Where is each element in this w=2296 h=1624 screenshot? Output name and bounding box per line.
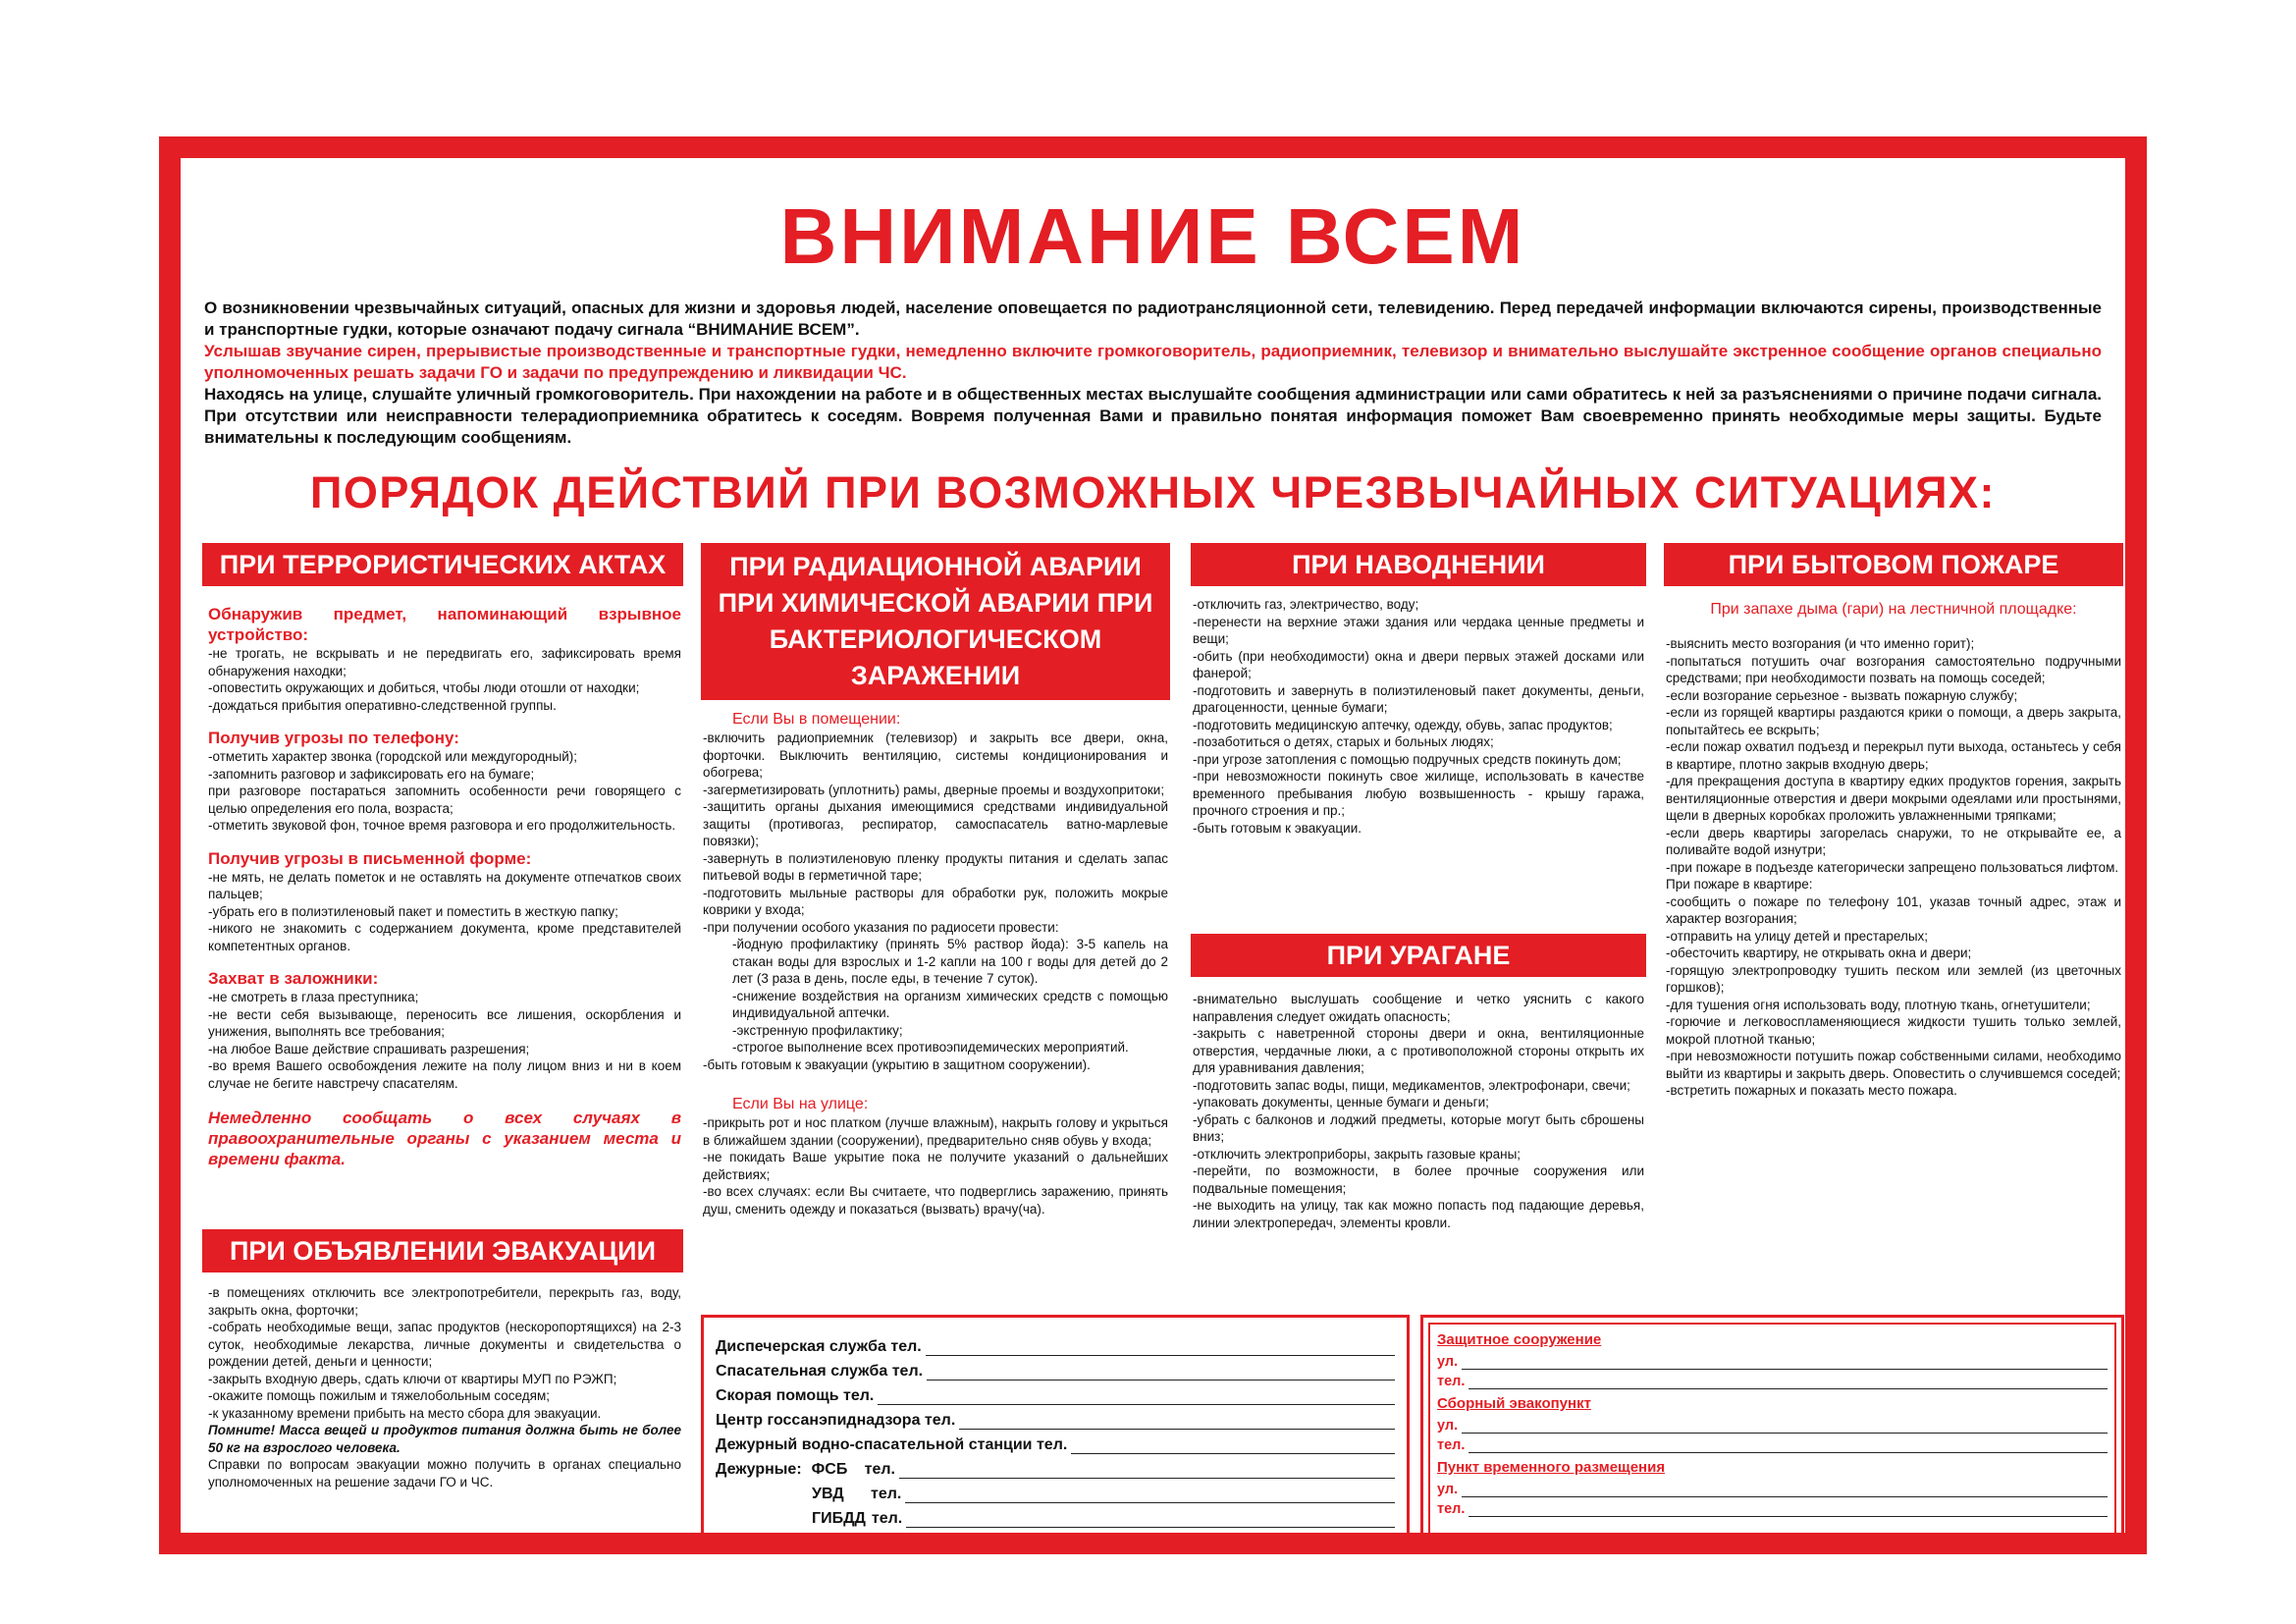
poster-title: ВНИМАНИЕ ВСЕМ [779, 192, 1526, 280]
radiation-header: ПРИ РАДИАЦИОННОЙ АВАРИИ ПРИ ХИМИЧЕСКОЙ АВАРИИ ПРИ БАКТЕРИОЛОГИЧЕСКОМ ЗАРАЖЕНИИ [701, 543, 1170, 700]
place-line: ул. [1437, 1350, 2108, 1370]
intro-paragraph-1: О возникновении чрезвычайных ситуаций, опасных для жизни и здоровья людей, население оповещается по радиотрансляционной сети, телевидению. Перед передачей информации включаются сирены, производственные и транспортные гудки, которые означают подачу сигнала “ВНИМАНИЕ ВСЕМ”. [204, 298, 2102, 339]
radiation-item: -снижение воздействия на организм химических средств с помощью индивидуальной аптечки. [732, 988, 1168, 1020]
section-subtitle: ПОРЯДОК ДЕЙСТВИЙ ПРИ ВОЗМОЖНЫХ ЧРЕЗВЫЧАЙНЫХ СИТУАЦИЯХ: [310, 467, 1996, 517]
radiation-column [701, 543, 1170, 1218]
phone-row: Скорая помощь тел. [716, 1380, 1395, 1405]
fire-header: ПРИ БЫТОВОМ ПОЖАРЕ [1664, 543, 2123, 586]
phone-row: ГИБДД тел. [716, 1503, 1395, 1528]
place-label: Сборный эвакопункт [1437, 1395, 1591, 1412]
fill-line[interactable] [878, 1388, 1395, 1405]
radiation-indoor-title: Если Вы в помещении: [732, 711, 901, 728]
place-line: ул. [1437, 1478, 2108, 1497]
fire-apartment-text: -сообщить о пожаре по телефону 101, указав точный адрес, этаж и характер возгорания; -отправить на улицу детей и престарелых; -обесточить квартиру, не открывать окна и двери; -горящую электропроводку тушить песком или землей (из цветочных горшков); -для тушения огня использовать воду, плотную ткань, огнетушители; -горючие и легковоспламеняющиеся жидкости тушить только землей, мокрой плотной тканью; -при невозможности потушить пожар собственными силами, необходимо выйти из квартиры и закрыть дверь. Оповестить о случившемся соседей; -встретить пожарных и показать место пожара. [1666, 893, 2121, 1098]
fill-line[interactable] [959, 1413, 1395, 1430]
poster-frame [159, 136, 2147, 1554]
fill-line[interactable] [905, 1487, 1395, 1503]
fill-line[interactable] [906, 1511, 1395, 1528]
phone-box [701, 1315, 1410, 1550]
hurricane-header: ПРИ УРАГАНЕ [1191, 934, 1646, 977]
evacuation-header: ПРИ ОБЪЯВЛЕНИИ ЭВАКУАЦИИ [202, 1229, 683, 1272]
fill-line[interactable] [1468, 1438, 2108, 1453]
evacuation-text: -в помещениях отключить все электропотребители, перекрыть газ, воду, закрыть окна, форточки; -собрать необходимые вещи, запас продуктов (нескоропортящихся) на 2-3 суток, необходимые лекарства, личные документы и свидетельства о рождении детей, деньги и ценности; -закрыть входную дверь, сдать ключи от квартиры МУП по РЭЖП; -окажите помощь пожилым и тяжелобольным соседям; -к указанному времени прибыть на место сбора для эвакуации. [208, 1285, 681, 1421]
intro-paragraph-2: Услышав звучание сирен, прерывистые производственные и транспортные гудки, немедленно включите громкоговоритель, радиоприемник, телевизор и внимательно выслушайте экстренное сообщение органов специально уполномоченных решать задачи ГО и задачи по предупреждению и ликвидации ЧС. [204, 342, 2102, 382]
radiation-outdoor-title: Если Вы на улице: [732, 1096, 869, 1112]
terror-section-title: Получив угрозы по телефону: [208, 729, 459, 747]
radiation-item: -йодную профилактику (принять 5% раствор йода): 3-5 капель на стакан воды для взрослых и 1-2 капли на 100 г воды для детей до 2 лет (3 раза в день, после еды, в течение 7 суток). [732, 937, 1168, 986]
phone-row: Дежурные: ФСБ тел. [716, 1454, 1395, 1479]
radiation-item: -экстренную профилактику; [732, 1022, 903, 1038]
terror-section-text: -не мять, не делать пометок и не оставлять на документе отпечатков своих пальцев; -убрать его в полиэтиленовый пакет и поместить в жесткую папку; -никого не знакомить с содержанием документа, кроме представителей компетентных органов. [208, 869, 681, 953]
radiation-item: -строгое выполнение всех противоэпидемических мероприятий. [732, 1040, 1129, 1055]
terror-section-title: Захват в заложники: [208, 969, 379, 988]
phone-row: УВД тел. [716, 1479, 1395, 1503]
intro-paragraph-3: Находясь на улице, слушайте уличный громкоговоритель. При нахождении на работе и в общественных местах выслушайте сообщения администрации или сами обратитесь к ней за разъяснениями о причине подачи сигнала. При отсутствии или неисправности телерадиоприемника обратитесь к соседям. Вовремя полученная Вами и правильно понятая информация поможет Вам своевременно принять необходимые меры защиты. Будьте внимательны к последующим сообщениям. [204, 385, 2102, 447]
phone-row: Дежурный водно-спасательной станции тел. [716, 1430, 1395, 1454]
terror-section-text: -не трогать, не вскрывать и не передвигать его, зафиксировать время обнаружения находки; -оповестить окружающих и добиться, чтобы люди отошли от находки; -дождаться прибытия оперативно-следственной группы. [208, 646, 681, 713]
terror-column [202, 543, 683, 1169]
fill-line[interactable] [926, 1339, 1395, 1356]
fill-line[interactable] [1462, 1355, 2108, 1370]
place-line: ул. [1437, 1414, 2108, 1434]
fire-smoke-text: -выяснить место возгорания (и что именно горит); -попытаться потушить очаг возгорания самостоятельно подручными средствами; при необходимости позвать на помощь соседей; -если возгорание серьезное - вызвать пожарную службу; -если из горящей квартиры раздаются крики о помощи, а дверь закрыта, попытайтесь ее вскрыть; -если пожар охватил подъезд и перекрыл пути выхода, останьтесь у себя в квартире, плотно закрыв входную дверь; -для прекращения доступа в квартиру едких продуктов горения, закрыть вентиляционные отверстия и двери мокрыми одеялами или простынями, щели в дверных коробках проложить увлажненными тряпками; -если дверь квартиры загорелась снаружи, то не открывайте ее, а поливайте водой изнутри; -при пожаре в подъезде категорически запрещено пользоваться лифтом. [1666, 636, 2121, 875]
radiation-item: -быть готовым к эвакуации (укрытию в защитном сооружении). [703, 1056, 1091, 1072]
hurricane-column [1191, 934, 1646, 1231]
places-box [1420, 1315, 2124, 1550]
evacuation-tail: Справки по вопросам эвакуации можно получить в органах специально уполномоченных на решение задачи ГО и ЧС. [208, 1457, 681, 1489]
fill-line[interactable] [1462, 1483, 2108, 1497]
radiation-indoor-text: -включить радиоприемник (телевизор) и закрыть все двери, окна, форточки. Выключить вентиляцию, системы кондиционирования и обогрева; -загерметизировать (уплотнить) рамы, дверные проемы и воздухопритоки; -защитить органы дыхания имеющимися средствами индивидуальной защиты (противогаз, респиратор, самоспасатель ватно-марлевые повязки); -завернуть в полиэтиленовую пленку продукты питания и сделать запас питьевой воды в герметичной таре; -подготовить мыльные растворы для обработки рук, положить мокрые коврики у входа; -при получении особого указания по радиосети провести: [703, 731, 1168, 935]
fill-line[interactable] [1468, 1502, 2108, 1517]
flood-column [1191, 543, 1646, 837]
terror-section-title: Получив угрозы в письменной форме: [208, 848, 532, 868]
phone-row: Центр госсанэпиднадзора тел. [716, 1405, 1395, 1430]
fill-line[interactable] [1468, 1375, 2108, 1389]
place-line: тел. [1437, 1497, 2108, 1517]
fire-smoke-title: При запахе дыма (гари) на лестничной площадке: [1710, 601, 2077, 618]
flood-text: -отключить газ, электричество, воду; -перенести на верхние этажи здания или чердака ценные предметы и вещи; -обить (при необходимости) окна и двери первых этажей досками или фанерой; -подготовить и завернуть в полиэтиленовый пакет документы, деньги, драгоценности, ценные бумаги; -подготовить медицинскую аптечку, одежду, обувь, запас продуктов; -позаботиться о детях, старых и больных людях; -при угрозе затопления с помощью подручных средств покинуть дом; -при невозможности покинуть свое жилище, использовать в качестве временного пребывания любую возвышенность - крышу гаража, прочного строения и пр.; -быть готовым к эвакуации. [1193, 597, 1644, 836]
fill-line[interactable] [927, 1364, 1395, 1380]
terror-section-text: -не смотреть в глаза преступника; -не вести себя вызывающе, переносить все лишения, оскорбления и унижения, выполнять все требования; -на любое Ваше действие спрашивать разрешения; -во время Вашего освобождения лежите на полу лицом вниз и ни в коем случае не бегите навстречу спасателям. [208, 990, 681, 1091]
terror-section-text: -отметить характер звонка (городской или междугородный); -запомнить разговор и зафиксировать его на бумаге; при разговоре постараться запомнить особенности речи говорящего с целью определения его пола, возраста; -отметить звуковой фон, точное время разговора и его продолжительность. [208, 749, 681, 833]
fire-apartment-title: При пожаре в квартире: [1666, 877, 1813, 892]
evacuation-column [202, 1229, 683, 1490]
place-label: Пункт временного размещения [1437, 1459, 1666, 1476]
fire-column [1664, 543, 2123, 1100]
terror-section-title: Обнаружив предмет, напоминающий взрывное устройство: [208, 605, 681, 644]
evacuation-note: Помните! Масса вещей и продуктов питания должна быть не более 50 кг на взрослого человека. [208, 1423, 681, 1455]
fill-line[interactable] [1462, 1419, 2108, 1434]
phone-row: Диспечерская служба тел. [716, 1331, 1395, 1356]
place-line: тел. [1437, 1434, 2108, 1453]
flood-header: ПРИ НАВОДНЕНИИ [1191, 543, 1646, 586]
place-label: Защитное сооружение [1437, 1331, 1602, 1348]
terror-header: ПРИ ТЕРРОРИСТИЧЕСКИХ АКТАХ [202, 543, 683, 586]
fill-line[interactable] [1071, 1437, 1395, 1454]
radiation-outdoor-text: -прикрыть рот и нос платком (лучше влажным), накрыть голову и укрыться в ближайшем здании (сооружении), предварительно сняв обувь у входа; -не покидать Ваше укрытие пока не получите указаний о дальнейших действиях; -во всех случаях: если Вы считаете, что подверглись заражению, принять душ, сменить одежду и показаться (вызвать) врачу(ча). [703, 1115, 1168, 1217]
hurricane-text: -внимательно выслушать сообщение и четко уяснить с какого направления следует ожидать опасность; -закрыть с наветренной стороны двери и окна, вентиляционные отверстия, чердачные люки, а с противоположной стороны открыть их для уравнивания давления; -подготовить запас воды, пищи, медикаментов, электрофонари, свечи; -упаковать документы, ценные бумаги и деньги; -убрать с балконов и лоджий предметы, которые могут быть сброшены вниз; -отключить электроприборы, закрыть газовые краны; -перейти, по возможности, в более прочные сооружения или подвальные помещения; -не выходить на улицу, так как можно попасть под падающие деревья, линии электропередач, элементы кровли. [1193, 992, 1644, 1230]
fill-line[interactable] [899, 1462, 1395, 1479]
phone-row: Спасательная служба тел. [716, 1356, 1395, 1380]
intro-block [204, 298, 2102, 449]
terror-warning: Немедленно сообщать о всех случаях в правоохранительные органы с указанием места и времени факта. [208, 1109, 681, 1168]
place-line: тел. [1437, 1370, 2108, 1389]
